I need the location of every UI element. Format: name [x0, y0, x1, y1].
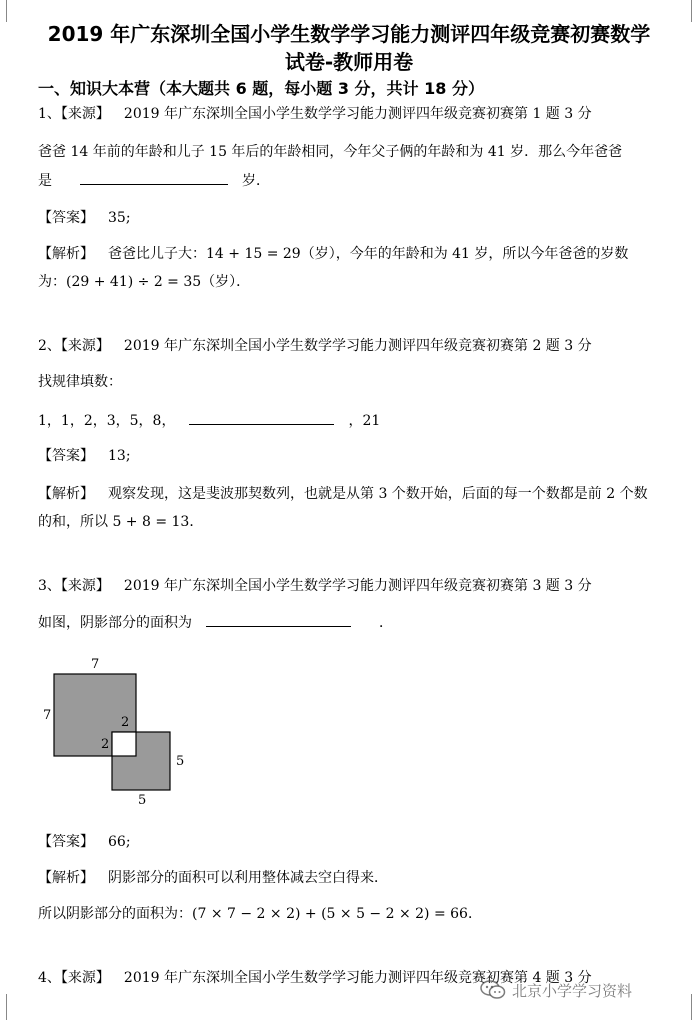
wechat-icon [480, 980, 506, 1000]
answer-tag: 【答案】 [38, 834, 94, 850]
analysis-tag: 【解析】 [38, 870, 94, 886]
page-corner-mark [6, 994, 7, 1020]
document-title-line2: 试卷-教师用卷 [284, 50, 414, 74]
label-small-right: 5 [176, 754, 185, 769]
source-text: 2019 年广东深圳全国小学生数学学习能力测评四年级竞赛初赛第 2 题 3 分 [123, 338, 592, 354]
document-title-line1: 2019 年广东深圳全国小学生数学学习能力测评四年级竞赛初赛数学 [47, 22, 651, 46]
question-1-answer [38, 208, 131, 228]
question-2-stem: 找规律填数： [38, 374, 122, 390]
question-1-source [38, 104, 592, 124]
source-text: 2019 年广东深圳全国小学生数学学习能力测评四年级竞赛初赛第 1 题 3 分 [123, 106, 592, 122]
overlapping-squares-figure [38, 652, 198, 812]
answer-value: 13; [108, 448, 131, 464]
label-big-left: 7 [43, 708, 52, 723]
answer-value: 35; [108, 210, 131, 226]
page-corner-mark [691, 994, 692, 1020]
question-1-analysis-line2: 为：(29 + 41) ÷ 2 = 35（岁）． [38, 274, 251, 290]
label-big-top: 7 [91, 657, 100, 672]
question-3-stem [38, 612, 393, 633]
source-tag: 【来源】 [60, 338, 110, 354]
section-heading: 一、知识大本营（本大题共 6 题，每小题 3 分，共计 18 分） [38, 79, 484, 98]
watermark [480, 976, 680, 1004]
answer-tag: 【答案】 [38, 210, 94, 226]
overlap-square [112, 732, 136, 756]
question-3-analysis [38, 868, 388, 888]
answer-value: 66; [108, 834, 131, 850]
question-3-source [38, 576, 592, 596]
label-small-bottom: 5 [138, 793, 147, 808]
sequence-text: 1，1，2，3，5，8， [38, 413, 176, 429]
question-number: 2、 [38, 338, 61, 354]
stem-text: 岁． [242, 173, 270, 189]
source-tag: 【来源】 [60, 578, 110, 594]
answer-blank[interactable] [80, 170, 228, 185]
question-3-analysis-line2: 所以阴影部分的面积为：(7 × 7 − 2 × 2) + (5 × 5 − 2 × 2) = 66． [38, 906, 482, 922]
question-1-analysis [38, 244, 628, 264]
question-1-stem: 爸爸 14 年前的年龄和儿子 15 年后的年龄相同，今年父子俩的年龄和为 41 岁．那么今年爸爸 [38, 144, 623, 160]
question-1-stem-line2 [38, 170, 270, 191]
question-2-analysis-line2: 的和，所以 5 + 8 = 13． [38, 514, 204, 530]
page-corner-mark [691, 0, 692, 22]
source-tag: 【来源】 [60, 970, 110, 986]
question-number: 1、 [38, 106, 61, 122]
analysis-text: 阴影部分的面积可以利用整体减去空白得来． [108, 870, 388, 886]
analysis-text: 观察发现，这是斐波那契数列，也就是从第 3 个数开始，后面的每一个数都是前 2 个数 [108, 486, 648, 502]
page-corner-mark [6, 0, 7, 22]
answer-blank[interactable] [206, 612, 351, 627]
stem-text: 是 [38, 173, 52, 189]
figure-svg [38, 652, 198, 812]
label-overlap-left: 2 [101, 737, 110, 752]
question-2-source [38, 336, 592, 356]
stem-text: 如图，阴影部分的面积为 [38, 615, 192, 631]
stem-text: ． [379, 615, 393, 631]
question-2-sequence [38, 410, 380, 431]
question-number: 4、 [38, 970, 61, 986]
question-2-answer [38, 446, 131, 466]
sequence-text: ，21 [348, 413, 381, 429]
question-3-answer [38, 832, 131, 852]
source-text: 2019 年广东深圳全国小学生数学学习能力测评四年级竞赛初赛第 4 题 3 分 [123, 970, 592, 986]
answer-tag: 【答案】 [38, 448, 94, 464]
analysis-tag: 【解析】 [38, 486, 94, 502]
label-overlap-top: 2 [121, 715, 130, 730]
question-number: 3、 [38, 578, 61, 594]
source-tag: 【来源】 [60, 106, 110, 122]
analysis-tag: 【解析】 [38, 246, 94, 262]
watermark-text: 北京小学学习资料 [512, 981, 633, 1000]
source-text: 2019 年广东深圳全国小学生数学学习能力测评四年级竞赛初赛第 3 题 3 分 [123, 578, 592, 594]
answer-blank[interactable] [189, 410, 334, 425]
question-2-analysis [38, 484, 648, 504]
analysis-text: 爸爸比儿子大：14 + 15 = 29（岁），今年的年龄和为 41 岁，所以今年爸爸的岁数 [108, 246, 629, 262]
